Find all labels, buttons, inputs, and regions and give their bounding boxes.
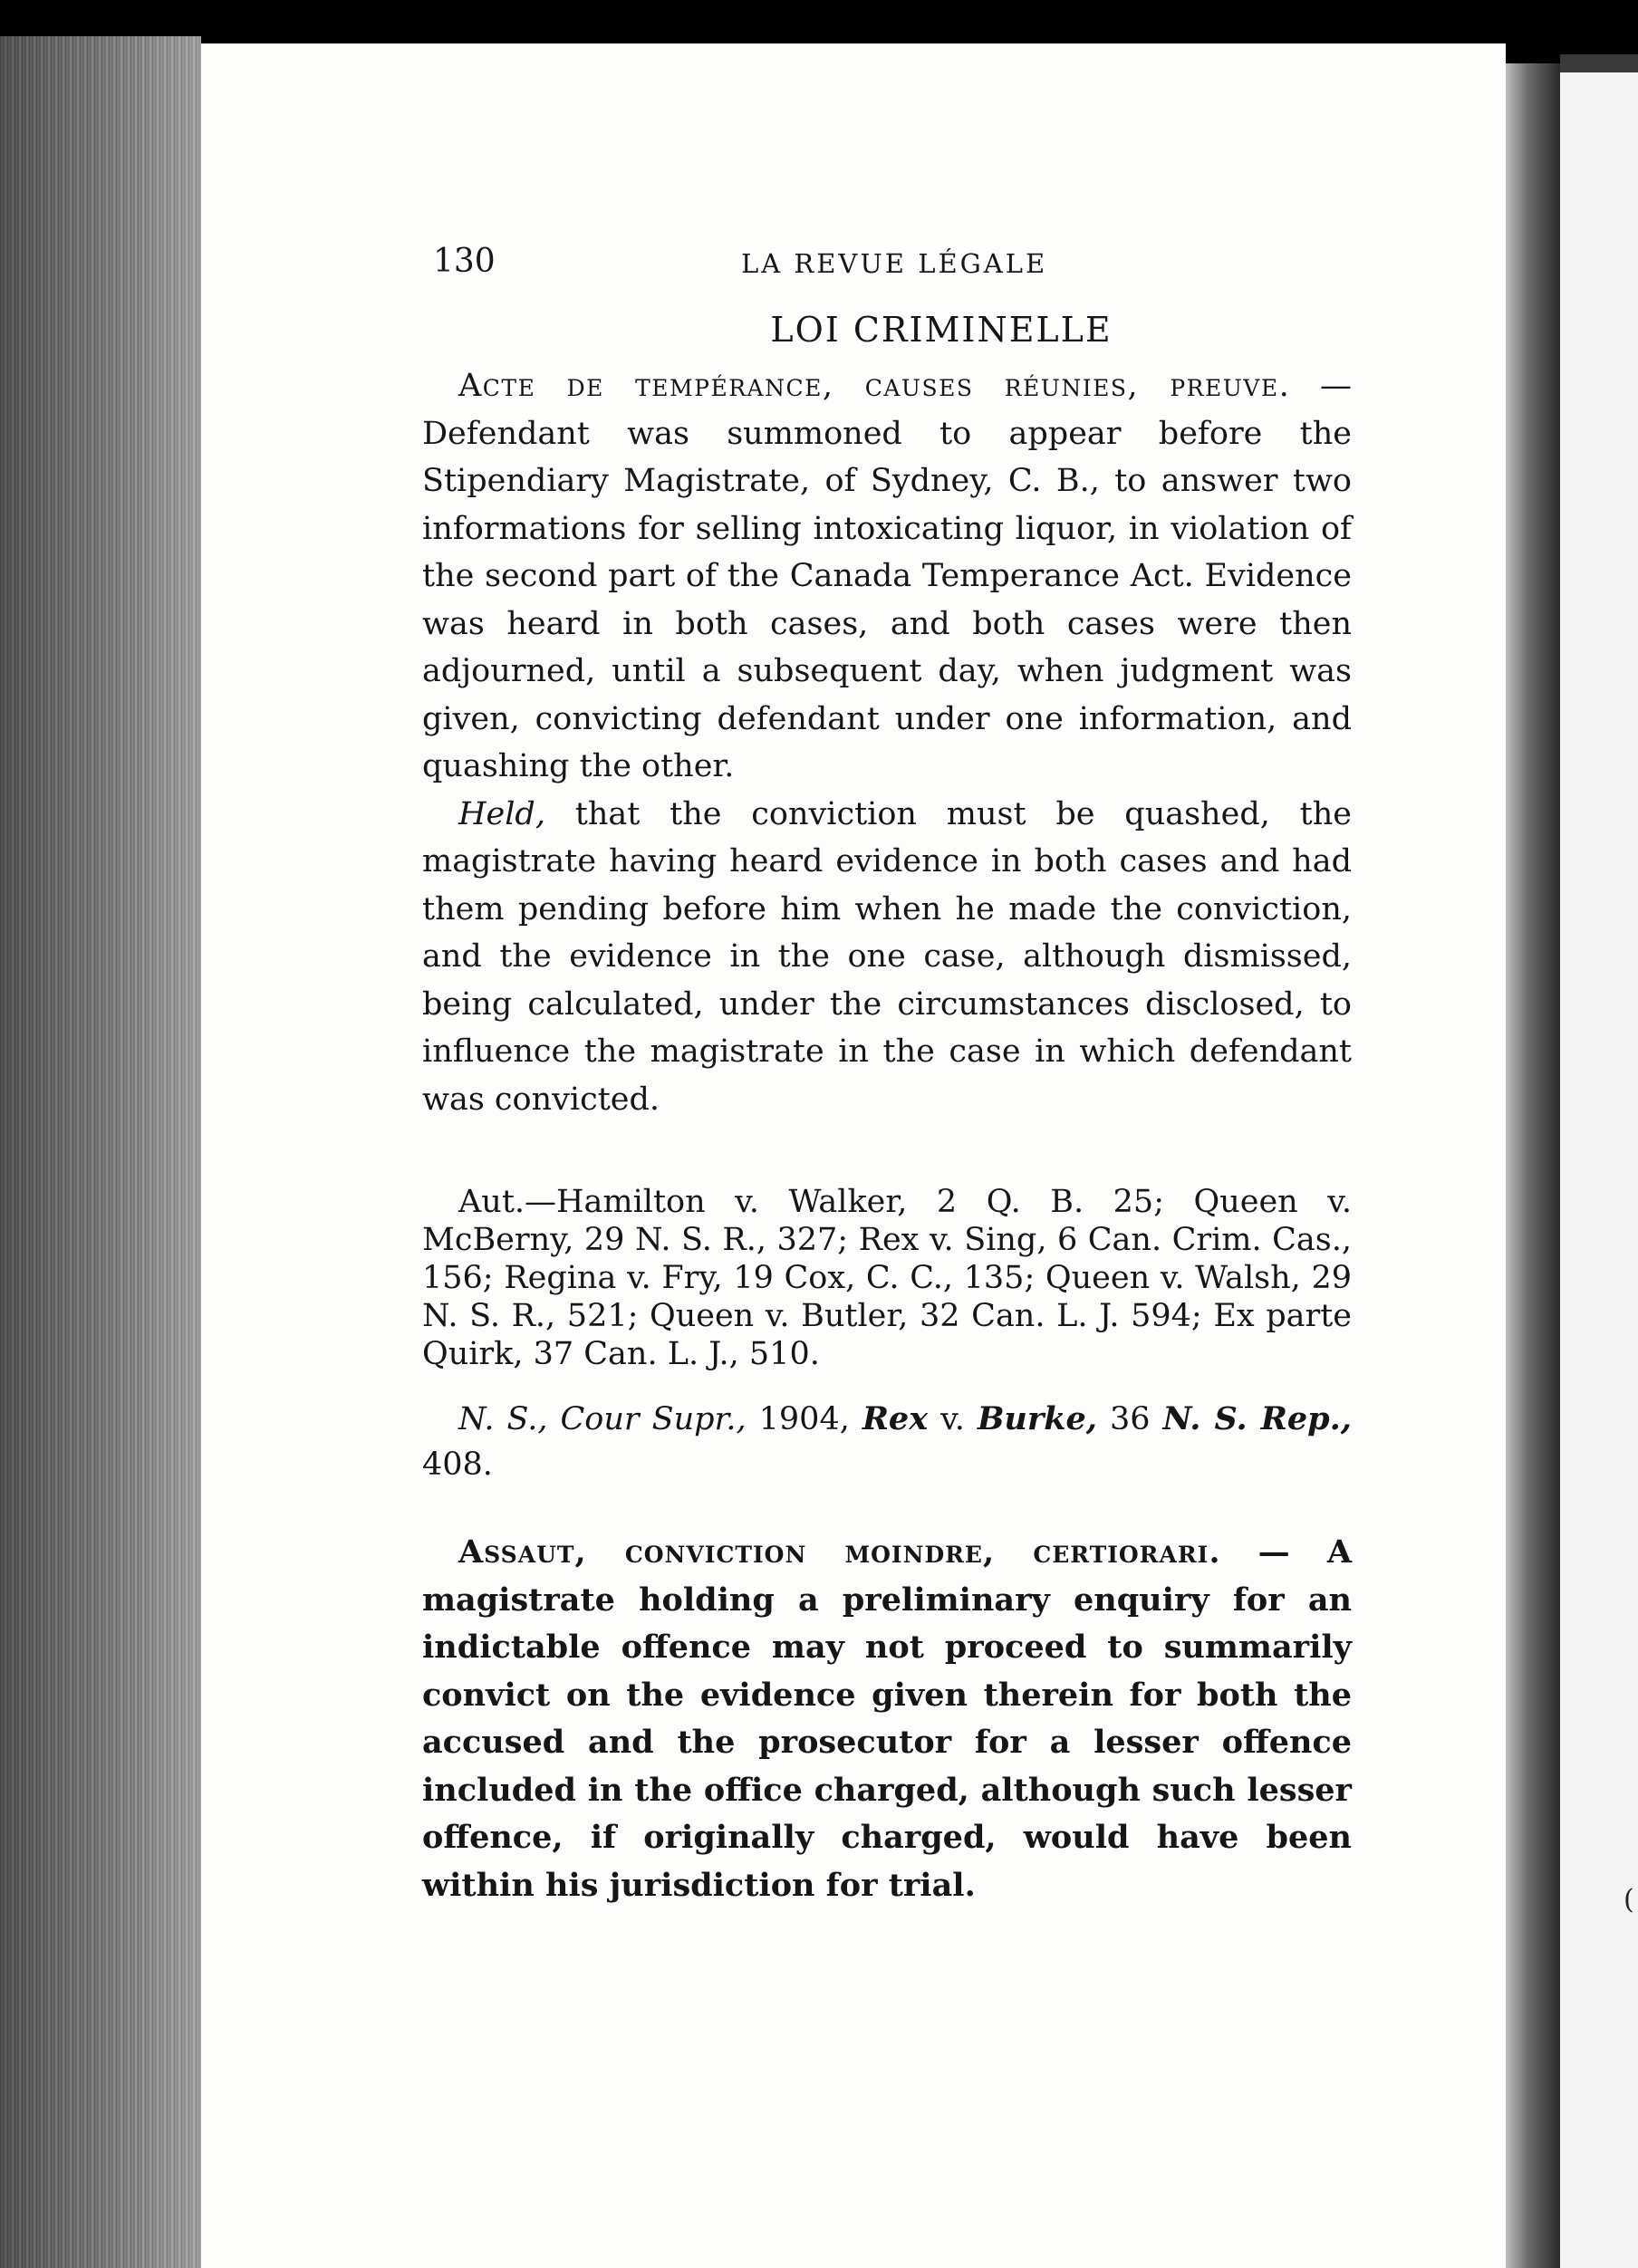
case2-dash: — xyxy=(1220,1533,1327,1571)
journal-title: LA REVUE LÉGALE xyxy=(741,248,1048,279)
case1-headnote: Acte de tempérance, causes réunies, preuve. xyxy=(458,368,1291,404)
case2-body: A magistrate holding a preliminary enquiry for an indictable offence may not proceed to summarily convict on the evidence given therein for both the accused and the prosecutor for a lesser offence included in the office charged, although such lesser offence, if originally charged, would have been within his jurisdiction for trial. xyxy=(422,1533,1352,1904)
source-court: N. S., Cour Supr., xyxy=(458,1401,747,1437)
running-head xyxy=(422,243,1352,297)
held-body: that the conviction must be quashed, the magistrate having heard evidence in both cases and had them pending before him when he made the conviction, and the evidence in the one case, although dismissed, being calculated, under the circumstances disclosed, to influence the magistrate in the case in which defendant was convicted. xyxy=(422,795,1352,1118)
facing-page-margin-mark: ( xyxy=(1624,1884,1634,1916)
source-case-name-2: Burke, xyxy=(977,1400,1097,1437)
case1-dash: — xyxy=(1290,368,1352,404)
source-versus: v. xyxy=(928,1401,978,1437)
source-reporter: N. S. Rep., xyxy=(1162,1400,1352,1437)
case2-paragraph xyxy=(422,1529,1352,1909)
page-gutter-shadow xyxy=(1506,63,1560,2268)
page-content xyxy=(422,243,1352,1909)
case1-paragraph xyxy=(422,362,1352,791)
book-page-edges xyxy=(0,36,201,2268)
case1-body: Defendant was summoned to appear before the Stipendiary Magistrate, of Sydney, C. B., to answer two informations for selling intoxicating liquor, in violation of the second part of the Canada Temperance Act. Evidence was heard in both cases, and both cases were then adjourned, until a subsequent day, when judgment was given, convicting defendant under one information, and quashing the other. xyxy=(422,415,1352,784)
source-volume: 36 xyxy=(1097,1401,1163,1437)
held-label: Held, xyxy=(458,795,545,832)
source-year: 1904, xyxy=(746,1401,862,1437)
source-page: 408. xyxy=(422,1446,493,1483)
source-case-name: Rex xyxy=(862,1400,929,1437)
authorities-paragraph: Aut.—Hamilton v. Walker, 2 Q. B. 25; Queen v. McBerny, 29 N. S. R., 327; Rex v. Sing, 6 Can. Crim. Cas., 156; Regina v. Fry, 19 Cox, C. C., 135; Queen v. Walsh, 29 N. S. R., 521; Queen v. Butler, 32 Can. L. J. 594; Ex parte Quirk, 37 Can. L. J., 510. xyxy=(422,1184,1352,1372)
page-number: 130 xyxy=(433,243,496,280)
case2-headnote: Assaut, conviction moindre, certiorari. xyxy=(458,1533,1221,1571)
held-paragraph xyxy=(422,791,1352,1124)
section-title: LOI CRIMINELLE xyxy=(770,310,1113,350)
source-citation xyxy=(422,1397,1352,1487)
